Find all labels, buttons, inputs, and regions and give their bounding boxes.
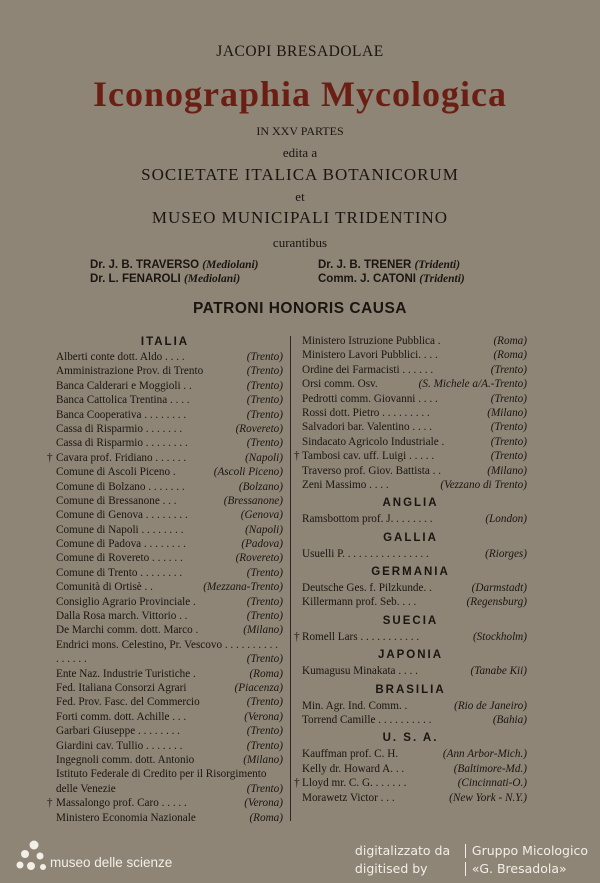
- patron-entry: [294, 547, 527, 561]
- patron-city: (Trento): [246, 696, 283, 709]
- patron-city: (Roma): [493, 349, 527, 362]
- patron-entry: [47, 494, 283, 508]
- deceased-dagger: †: [294, 777, 300, 790]
- patron-city: (Trento): [246, 725, 283, 738]
- section-heading-anglia: ANGLIA: [382, 497, 439, 510]
- patron-city: (Trento): [246, 351, 283, 363]
- patron-city: (Baltimore-Md.): [453, 762, 527, 775]
- patron-city: (Stockholm): [472, 630, 527, 643]
- patron-entry: [47, 623, 283, 637]
- curator-city: (Mediolani): [183, 273, 241, 285]
- section-heading-japonia: JAPONIA: [377, 649, 444, 662]
- patron-name: Ingegnoli comm. dott. Antonio: [56, 753, 195, 766]
- patron-entry: [47, 465, 283, 479]
- patron-entry: [294, 747, 527, 761]
- patron-name: Lloyd mr. C. G. . . . . . .: [302, 777, 407, 790]
- patron-entry: [47, 580, 283, 594]
- section-heading-brasilia: BRASILIA: [375, 683, 446, 696]
- patron-entry: [294, 581, 527, 595]
- patron-city: (Roma): [249, 811, 283, 824]
- patron-entry: [47, 753, 283, 767]
- digitized-en: digitised by: [354, 861, 428, 876]
- patron-name: Morawetz Victor . . .: [302, 791, 395, 804]
- patron-entry: [47, 480, 283, 494]
- patron-city: (Bahia): [492, 714, 527, 727]
- patron-entry: [294, 363, 527, 377]
- patron-city: (Trento): [490, 421, 527, 434]
- patron-entry: [47, 393, 283, 407]
- patron-city: (Regensburg): [466, 596, 527, 609]
- patron-entry: [47, 681, 283, 695]
- curator-fenaroli: [90, 273, 240, 285]
- patron-entry: [294, 713, 527, 727]
- patron-city: (Roma): [249, 667, 283, 680]
- section-heading-gallia: GALLIA: [383, 531, 438, 544]
- curator-name: Dr. L. FENAROLI: [90, 273, 181, 285]
- patron-name: Istituto Federale di Credito per il Risorgimento delle Venezie: [56, 768, 267, 795]
- curator-city: (Tridenti): [414, 259, 461, 271]
- patron-name: Ministero Lavori Pubblici. . . .: [302, 349, 438, 362]
- patron-entry: [294, 377, 527, 391]
- patron-name: Banca Cooperativa . . . . . . . .: [56, 408, 187, 421]
- patron-entry: [294, 449, 527, 463]
- patron-city: (Trento): [246, 437, 283, 450]
- patron-entry: [47, 595, 283, 609]
- deceased-dagger: †: [294, 630, 300, 643]
- curator-city: (Mediolani): [202, 259, 259, 271]
- patron-name: Traverso prof. Giov. Battista . .: [302, 464, 442, 477]
- patron-entry: [294, 420, 527, 434]
- patron-name: Min. Agr. Ind. Comm. .: [302, 699, 408, 712]
- section-heading-suecia: SUECIA: [382, 614, 439, 627]
- footer: [0, 838, 600, 883]
- patron-name: Dalla Rosa march. Vittorio . .: [56, 610, 188, 623]
- patron-entry: [47, 551, 283, 565]
- museo-logo-icon: [14, 838, 50, 874]
- patron-name: Cassa di Risparmio . . . . . . . .: [56, 437, 188, 450]
- patron-entry: [47, 710, 283, 724]
- patron-city: (Trento): [246, 394, 283, 407]
- patron-name: Amministrazione Prov. di Trento: [56, 365, 204, 378]
- patron-name: Comunità di Ortisè . .: [56, 581, 153, 594]
- curator-catoni: [318, 273, 465, 285]
- parts-line: IN XXV PARTES: [256, 124, 344, 138]
- patron-name: Ente Naz. Industrie Turistiche .: [56, 667, 196, 680]
- author-line: JACOPI BRESADOLAE: [216, 43, 384, 60]
- patron-entry: [47, 739, 283, 753]
- patron-entry: [47, 350, 283, 364]
- patron-name: Kelly dr. Howard A. . .: [302, 762, 405, 775]
- patron-city: (Bressanone): [223, 494, 283, 507]
- patron-city: (Trento): [246, 566, 283, 579]
- patron-city: (Milano): [243, 624, 283, 637]
- patron-city: (Trento): [246, 408, 283, 421]
- curantibus-line: curantibus: [272, 235, 328, 250]
- curator-trener: [318, 259, 460, 271]
- patron-entry: [294, 406, 527, 420]
- patron-name: Garbari Giuseppe . . . . . . . .: [56, 725, 180, 738]
- patron-name: Comune di Padova . . . . . . . .: [56, 538, 186, 551]
- patron-entry: [294, 595, 527, 609]
- patron-entry: [47, 796, 283, 810]
- patron-city: (Genova): [240, 509, 283, 522]
- patron-city: (Trento): [246, 653, 283, 666]
- patron-city: (Tanabe Kii): [470, 665, 527, 678]
- patron-entry: [294, 791, 527, 805]
- patron-city: (Cincinnati-O.): [457, 777, 527, 790]
- patron-entry: [294, 699, 527, 713]
- patron-name: Rossi dott. Pietro . . . . . . . . .: [302, 406, 430, 419]
- patron-name: Zeni Massimo . . . .: [302, 478, 389, 491]
- patron-name: Salvadori bar. Valentino . . . .: [302, 421, 432, 434]
- curator-traverso: [90, 259, 259, 271]
- patron-name: Orsi comm. Osv.: [302, 378, 378, 391]
- patron-name: Tambosi cav. uff. Luigi . . . . .: [302, 450, 435, 463]
- patron-entry: [47, 767, 283, 796]
- et-line: et: [295, 189, 305, 204]
- patron-name: Deutsche Ges. f. Pilzkunde. .: [302, 582, 432, 595]
- patron-city: (Trento): [246, 365, 283, 378]
- patron-entry: [294, 392, 527, 406]
- patron-entry: [294, 348, 527, 362]
- patron-entry: [47, 667, 283, 681]
- patron-name: Comune di Trento . . . . . . . .: [56, 566, 183, 579]
- patron-city: (Ascoli Piceno): [213, 466, 283, 479]
- patron-entry: [47, 436, 283, 450]
- patron-entry: [294, 512, 527, 526]
- patron-entry: [47, 451, 283, 465]
- patron-name: Comune di Bressanone . . .: [56, 494, 177, 507]
- curator-name: Comm. J. CATONI: [318, 273, 416, 285]
- patron-entry: [294, 664, 527, 678]
- patron-name: Comune di Genova . . . . . . . .: [56, 509, 188, 522]
- societate-line: SOCIETATE ITALICA BOTANICORUM: [141, 165, 459, 184]
- patron-city: (Rovereto): [235, 422, 283, 435]
- patron-name: Massalongo prof. Caro . . . . .: [56, 797, 187, 810]
- patron-name: Torrend Camille . . . . . . . . . .: [302, 714, 432, 727]
- patron-city: (Verona): [244, 797, 283, 810]
- patron-city: (Bolzano): [238, 480, 283, 493]
- patron-name: Giardini cav. Tullio . . . . . . .: [56, 739, 183, 752]
- patron-name: Ramsbottom prof. J. . . . . . . .: [302, 513, 433, 526]
- page-title: Iconographia Mycologica: [93, 74, 507, 114]
- patron-entry: [47, 695, 283, 709]
- patron-entry: [294, 478, 527, 492]
- museo-line: MUSEO MUNICIPALI TRIDENTINO: [151, 208, 449, 227]
- digitization-credit: [355, 842, 588, 878]
- patron-name: Banca Calderari e Moggioli . .: [56, 379, 192, 392]
- patron-name: Romell Lars . . . . . . . . . . .: [302, 630, 420, 643]
- patron-city: (New York - N.Y.): [449, 791, 527, 804]
- patron-entry: [47, 523, 283, 537]
- patron-entry: [47, 609, 283, 623]
- patron-city: (Trento): [246, 379, 283, 392]
- patron-name: Ordine dei Farmacisti . . . . . .: [302, 363, 434, 376]
- patron-name: Killermann prof. Seb. . . .: [302, 596, 417, 609]
- patron-name: Sindacato Agricolo Industriale .: [302, 435, 445, 448]
- patron-name: Consiglio Agrario Provinciale .: [56, 595, 196, 608]
- patron-city: (Trento): [490, 450, 527, 463]
- patron-city: (Trento): [246, 595, 283, 608]
- patron-entry: [294, 762, 527, 776]
- digitized-it: digitalizzato da: [354, 843, 451, 858]
- patron-city: (Ann Arbor-Mich.): [442, 748, 527, 761]
- patron-name: Ministero Economia Nazionale: [56, 811, 196, 824]
- deceased-dagger: †: [294, 450, 300, 463]
- patron-name: Comune di Napoli . . . . . . . .: [56, 523, 184, 536]
- patron-entry: [294, 464, 527, 478]
- right-column: [294, 334, 527, 805]
- patron-city: (Mezzana-Trento): [203, 581, 283, 594]
- patron-city: (Vezzano di Trento): [440, 478, 527, 491]
- patron-entry: [47, 811, 283, 825]
- section-heading-italia: ITALIA: [140, 336, 190, 348]
- patron-entry: [47, 379, 283, 393]
- patron-entry: [294, 630, 527, 644]
- patron-entry: [47, 724, 283, 738]
- patron-entry: [294, 435, 527, 449]
- patron-city: (Trento): [246, 782, 283, 795]
- patron-city: (Trento): [246, 610, 283, 623]
- patron-name: Ministero Istruzione Pubblica .: [302, 335, 441, 347]
- edita-line: edita a: [282, 145, 318, 160]
- patron-name: Alberti conte dott. Aldo . . . .: [56, 351, 185, 363]
- left-column: [47, 334, 283, 825]
- patron-entry: [47, 638, 283, 667]
- patron-city: (Milano): [487, 464, 527, 477]
- patron-city: (Piacenza): [234, 682, 283, 695]
- curator-name: Dr. J. B. TRENER: [318, 259, 412, 271]
- patron-city: (Roma): [493, 335, 527, 347]
- patron-name: Cassa di Risparmio . . . . . . .: [56, 422, 183, 435]
- museo-logo-text: museo delle scienze: [50, 855, 173, 870]
- deceased-dagger: †: [47, 451, 53, 464]
- patroni-heading: PATRONI HONORIS CAUSA: [192, 300, 407, 317]
- patron-entry: [47, 408, 283, 422]
- patron-city: (Rovereto): [235, 552, 283, 565]
- patron-entry: [47, 364, 283, 378]
- patron-name: De Marchi comm. dott. Marco .: [56, 624, 199, 637]
- patron-city: (Trento): [490, 392, 527, 405]
- patron-city: (Verona): [244, 710, 283, 723]
- patron-city: (Rio de Janeiro): [454, 699, 527, 712]
- patron-city: (Trento): [246, 739, 283, 752]
- patron-city: (Trento): [490, 435, 527, 448]
- patron-city: (Darmstadt): [471, 582, 527, 595]
- patron-name: Forti comm. dott. Achille . . .: [56, 710, 187, 723]
- patron-name: Kumagusu Minakata . . . .: [302, 665, 418, 678]
- patron-name: Fed. Italiana Consorzi Agrari: [56, 682, 187, 695]
- patron-name: Usuelli P. . . . . . . . . . . . . . . .: [302, 547, 429, 560]
- patron-name: Cavara prof. Fridiano . . . . . .: [56, 451, 187, 464]
- curator-city: (Tridenti): [419, 273, 465, 285]
- deceased-dagger: †: [47, 797, 53, 810]
- patron-entry: [47, 537, 283, 551]
- patron-city: (Napoli): [245, 451, 283, 464]
- patron-city: (Milano): [487, 406, 527, 419]
- patron-entry: [47, 422, 283, 436]
- org-name-line2: «G. Bresadola»: [471, 861, 567, 876]
- patron-city: (Napoli): [245, 523, 283, 536]
- patron-entry: [47, 508, 283, 522]
- patron-name: Kauffman prof. C. H.: [302, 748, 399, 761]
- org-name-line1: Gruppo Micologico: [471, 843, 588, 858]
- patron-entry: [294, 776, 527, 790]
- patron-city: (London): [485, 513, 527, 526]
- column-divider: [290, 336, 291, 821]
- patron-city: (Padova): [241, 538, 283, 551]
- curator-name: Dr. J. B. TRAVERSO: [90, 259, 200, 271]
- patron-name: Comune di Rovereto . . . . . .: [56, 552, 183, 565]
- patron-entry: [294, 334, 527, 348]
- patron-name: Comune di Bolzano . . . . . . .: [56, 480, 185, 493]
- patron-name: Endrici mons. Celestino, Pr. Vescovo . . . . . . . . . . . . . . . .: [56, 638, 278, 666]
- patron-city: (S. Michele a/A.-Trento): [418, 378, 527, 391]
- patron-name: Comune di Ascoli Piceno .: [56, 466, 176, 479]
- section-heading-usa: U. S. A.: [382, 732, 439, 745]
- patron-city: (Trento): [490, 363, 527, 376]
- patron-name: Fed. Prov. Fasc. del Commercio: [56, 696, 200, 709]
- section-heading-germania: GERMANIA: [371, 566, 450, 579]
- patron-name: Pedrotti comm. Giovanni . . . .: [302, 392, 438, 405]
- patron-city: (Riorges): [485, 547, 527, 560]
- patron-entry: [47, 566, 283, 580]
- patron-name: Banca Cattolica Trentina . . . .: [56, 394, 190, 407]
- patron-city: (Milano): [243, 753, 283, 766]
